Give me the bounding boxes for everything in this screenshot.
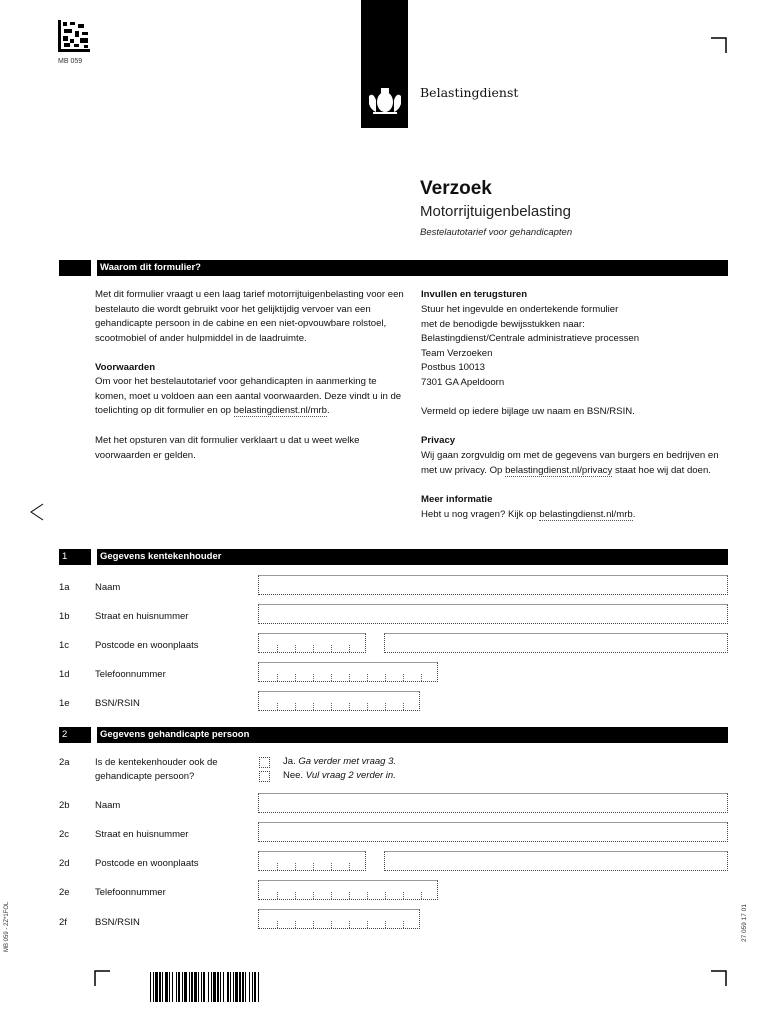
yes-checkbox[interactable] — [259, 757, 270, 768]
fold-mark-icon — [30, 503, 44, 521]
person-postcode-input[interactable] — [258, 851, 366, 871]
send-heading: Invullen en terugsturen — [421, 289, 528, 300]
intro-bar — [59, 260, 728, 276]
conditions-heading: Voorwaarden — [95, 362, 156, 373]
bsn-input[interactable] — [258, 691, 420, 711]
send-line: 7301 GA Apeldoorn — [421, 376, 505, 388]
info-heading: Meer informatie — [421, 494, 493, 505]
question-number: 2b — [59, 800, 70, 811]
barcode — [150, 972, 316, 1002]
phone-input[interactable] — [258, 662, 438, 682]
intro-left-paragraph-1: Met dit formulier vraagt u een laag tarief motorrijtuigenbelasting voor een bestelauto die wordt gebruikt voor het gelijktijdig vervoer van een gehandicapte persoon in de cabine en een niet-opvouwbare rolstoel, scootmobiel of ander hulpmiddel in de laadruimte. — [95, 289, 404, 344]
section-2-number: 2 — [59, 727, 91, 743]
question-number: 1b — [59, 611, 70, 622]
no-checkbox[interactable] — [259, 771, 270, 782]
info-text: Hebt u nog vragen? Kijk op belastingdienst.nl/mrb. — [421, 509, 636, 520]
question-label: Naam — [95, 582, 121, 593]
send-address — [421, 303, 731, 391]
name-input[interactable] — [258, 575, 728, 595]
footer-left-code: MB 059 - 2Z*1FOL — [4, 901, 10, 952]
question-label: Postcode en woonplaats — [95, 640, 199, 651]
question-label: Postcode en woonplaats — [95, 858, 199, 869]
question-label: BSN/RSIN — [95, 917, 140, 928]
send-line: met de benodigde bewijsstukken naar: — [421, 318, 585, 330]
intro-left-paragraph-2: Om voor het bestelautotarief voor gehandicapten in aanmerking te komen, moet u voldoen aan een aantal voorwaarden. Deze vindt u in de toelichting op dit formulier en op belastingdienst.nl/mrb. — [95, 376, 402, 417]
question-label: Is de kentekenhouder ook de gehandicapte persoon? — [95, 757, 218, 782]
question-label: Straat en huisnummer — [95, 611, 189, 622]
crop-mark-top-right — [711, 37, 727, 53]
section-2-bar — [59, 727, 728, 743]
question-number: 2f — [59, 917, 67, 928]
section-1-title: Gegevens kentekenhouder — [97, 549, 221, 565]
street-input[interactable] — [258, 604, 728, 624]
question-label: Straat en huisnummer — [95, 829, 189, 840]
question-label: Telefoonnummer — [95, 669, 166, 680]
option-no-label: Nee. Vul vraag 2 verder in. — [283, 770, 396, 781]
brand-name: Belastingdienst — [420, 85, 519, 100]
send-line: Stuur het ingevulde en ondertekende formulier — [421, 304, 619, 315]
send-line: Team Verzoeken — [421, 347, 493, 359]
person-street-input[interactable] — [258, 822, 728, 842]
question-number: 2c — [59, 829, 70, 840]
question-number: 1c — [59, 640, 70, 651]
send-note: Vermeld op iedere bijlage uw naam en BSN/RSIN. — [421, 406, 635, 417]
option-yes-label: Ja. Ga verder met vraag 3. — [283, 756, 397, 767]
datamatrix-code — [58, 20, 90, 52]
logo-ribbon — [361, 0, 408, 128]
send-line: Postbus 10013 — [421, 362, 486, 374]
privacy-text: Wij gaan zorgvuldig om met de gegevens van burgers en bedrijven en met uw privacy. Op belastingdienst.nl/privacy staat hoe wij dat doen. — [421, 450, 719, 476]
question-label: Telefoonnummer — [95, 887, 166, 898]
privacy-link[interactable]: belastingdienst.nl/privacy — [505, 464, 613, 476]
person-phone-input[interactable] — [258, 880, 438, 900]
crop-mark-bottom-right — [711, 970, 727, 986]
section-1-bar — [59, 549, 728, 565]
question-number: 2e — [59, 887, 70, 898]
person-city-input[interactable] — [384, 851, 728, 871]
form-subtitle-italic: Bestelautotarief voor gehandicapten — [420, 227, 573, 238]
person-bsn-input[interactable] — [258, 909, 420, 929]
section-1-number: 1 — [59, 549, 91, 565]
question-number: 1a — [59, 582, 70, 593]
person-name-input[interactable] — [258, 793, 728, 813]
section-2-title: Gegevens gehandicapte persoon — [97, 727, 249, 743]
postcode-input[interactable] — [258, 633, 366, 653]
crop-mark-bottom-left — [94, 970, 110, 986]
question-number: 2d — [59, 858, 70, 869]
privacy-heading: Privacy — [421, 435, 456, 446]
question-number: 1d — [59, 669, 70, 680]
question-label: Naam — [95, 800, 121, 811]
info-link[interactable]: belastingdienst.nl/mrb — [539, 509, 633, 520]
question-number: 1e — [59, 698, 70, 709]
footer-right-code: 27 059 17 01 — [741, 904, 748, 942]
form-code: MB 059 — [58, 58, 83, 65]
question-label: BSN/RSIN — [95, 698, 140, 709]
form-title: Verzoek — [420, 178, 492, 199]
city-input[interactable] — [384, 633, 728, 653]
intro-left-paragraph-3: Met het opsturen van dit formulier verklaart u dat u weet welke voorwaarden er gelden. — [95, 435, 360, 461]
intro-bar-title: Waarom dit formulier? — [97, 260, 201, 276]
form-subtitle: Motorrijtuigenbelasting — [420, 203, 571, 220]
conditions-link[interactable]: belastingdienst.nl/mrb — [233, 405, 327, 417]
question-number: 2a — [59, 757, 70, 768]
coat-of-arms-icon — [367, 86, 403, 116]
send-line: Belastingdienst/Centrale administratieve processen — [421, 333, 640, 345]
conditions-text: Om voor het bestelautotarief voor gehandicapten in aanmerking te komen, moet u voldoen aan een aantal voorwaarden. Deze vindt u in de toelichting op dit formulier en op — [95, 376, 402, 417]
